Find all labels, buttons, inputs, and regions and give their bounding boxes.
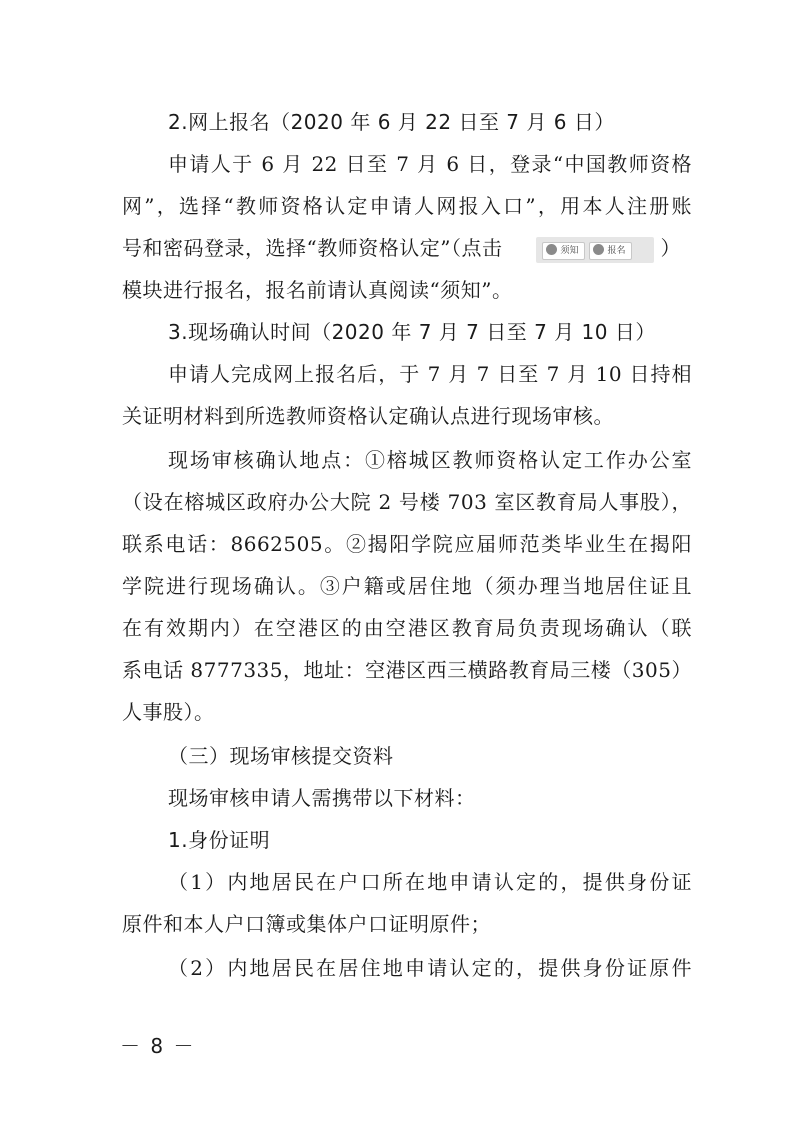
paragraph-line: 在有效期内）在空港区的由空港区教育局负责现场确认（联	[122, 616, 692, 640]
user-icon	[593, 244, 604, 255]
info-icon	[546, 244, 557, 255]
paragraph-line: 原件和本人户口簿或集体户口证明原件；	[122, 912, 491, 936]
paragraph-line: （1）内地居民在户口所在地申请认定的，提供身份证	[168, 870, 692, 894]
paragraph-line: 系电话 8777335，地址：空港区西三横路教育局三楼（305）	[122, 658, 692, 682]
paragraph-line: 现场审核确认地点：①榕城区教师资格认定工作办公室	[168, 448, 692, 472]
register-button	[589, 242, 632, 260]
paragraph-line: 现场审核申请人需携带以下材料：	[168, 786, 476, 810]
paragraph-text: ）	[660, 236, 681, 260]
paragraph-line: 网”，选择“教师资格认定申请人网报入口”，用本人注册账	[122, 194, 692, 218]
paragraph-line: （2）内地居民在居住地申请认定的，提供身份证原件	[168, 956, 692, 980]
section-heading-online-registration: 2.网上报名（2020 年 6 月 22 日至 7 月 6 日）	[168, 110, 615, 134]
paragraph-line: 联系电话：8662505。②揭阳学院应届师范类毕业生在揭阳	[122, 532, 692, 556]
section-heading-materials: （三）现场审核提交资料	[168, 744, 394, 768]
section-heading-onsite-confirmation: 3.现场确认时间（2020 年 7 月 7 日至 7 月 10 日）	[168, 320, 656, 344]
paragraph-line-with-buttons	[122, 234, 692, 263]
paragraph-line: 关证明材料到所选教师资格认定确认点进行现场审核。	[122, 404, 614, 428]
notice-button-label: 须知	[560, 245, 579, 256]
screenshot-button-strip	[536, 237, 654, 263]
paragraph-line: 申请人完成网上报名后，于 7 月 7 日至 7 月 10 日持相	[168, 362, 692, 386]
paragraph-line: 人事股）。	[122, 700, 215, 724]
page-number: － 8 －	[120, 1034, 196, 1058]
paragraph-text: 号和密码登录，选择“教师资格认定”（点击	[122, 236, 503, 260]
subsection-heading-identity: 1.身份证明	[168, 828, 271, 852]
notice-button	[542, 242, 585, 260]
register-button-label: 报名	[607, 245, 626, 256]
paragraph-line: 学院进行现场确认。③户籍或居住地（须办理当地居住证且	[122, 574, 692, 598]
paragraph-line: 模块进行报名，报名前请认真阅读“须知”。	[122, 278, 513, 302]
paragraph-line: 申请人于 6 月 22 日至 7 月 6 日，登录“中国教师资格	[168, 152, 692, 176]
paragraph-line: （设在榕城区政府办公大院 2 号楼 703 室区教育局人事股），	[122, 490, 692, 514]
